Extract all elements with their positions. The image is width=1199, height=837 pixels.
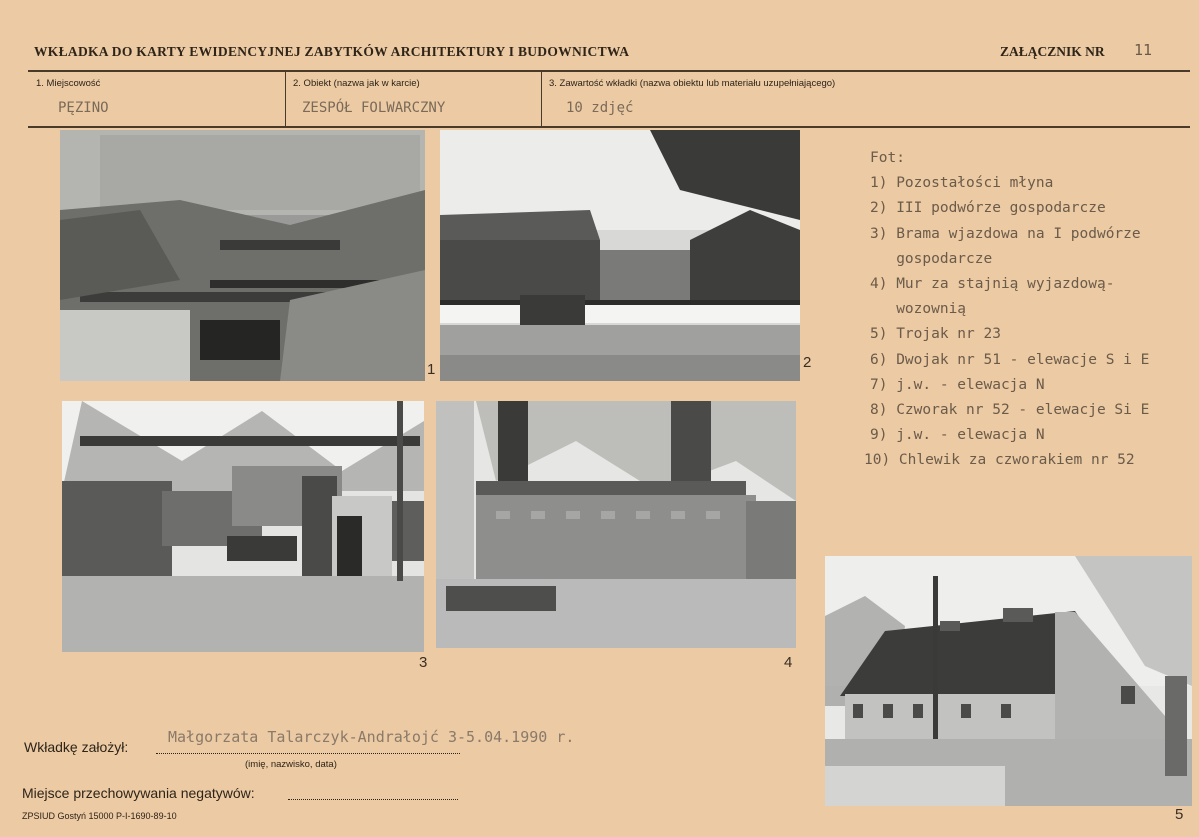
photo-farm-gate [440,130,800,381]
photo-caption-list [864,146,1149,474]
caption-line: gospodarcze [870,250,993,267]
negatives-line [288,799,458,800]
created-by-value: Małgorzata Talarczyk-Andrałojć 3-5.04.1990 r. [168,728,575,746]
caption-line: 4) Mur za stajnią wyjazdową- [870,276,1115,293]
created-by-hint: (imię, nazwisko, data) [245,759,337,770]
caption-heading: Fot: [870,150,905,166]
caption-line: 6) Dwojak nr 51 - elewacje S i E [870,351,1150,368]
photo-number-3: 3 [419,654,428,671]
content-label: 3. Zawartość wkładki (nazwa obiektu lub materiału uzupełniającego) [549,78,836,89]
printer-imprint: ZPSIUD Gostyń 15000 P-I-1690-89-10 [22,811,177,821]
card-title: WKŁADKA DO KARTY EWIDENCYJNEJ ZABYTKÓW ARCHITEKTURY I BUDOWNICTWA [34,44,630,59]
fields-rule [28,126,1190,128]
caption-line: wozownią [870,301,967,318]
photo-number-4: 4 [784,654,793,671]
field-divider [541,72,542,126]
photo-entrance-gate [62,401,424,652]
photo-number-5: 5 [1175,806,1184,823]
object-label: 2. Obiekt (nazwa jak w karcie) [293,78,420,89]
photo-mill-ruins [60,130,425,381]
locality-label: 1. Miejscowość [36,78,101,89]
header-rule [28,70,1190,72]
object-value: ZESPÓŁ FOLWARCZNY [302,100,446,116]
negatives-label: Miejsce przechowywania negatywów: [22,785,255,801]
caption-line: 9) j.w. - elewacja N [870,427,1045,444]
caption-line: 5) Trojak nr 23 [870,326,1001,343]
created-by-label: Wkładkę założył: [24,739,129,755]
caption-line: 7) j.w. - elewacja N [870,376,1045,393]
annex-number: 11 [1134,41,1153,59]
photo-trojak-house [825,556,1192,806]
caption-line: 1) Pozostałości młyna [870,175,1054,192]
caption-line: 2) III podwórze gospodarcze [870,200,1106,217]
locality-value: PĘZINO [58,100,109,116]
created-by-line [156,753,460,754]
photo-number-1: 1 [427,361,436,378]
photo-number-2: 2 [803,354,812,371]
caption-line: 8) Czworak nr 52 - elewacje Si E [870,402,1150,419]
photo-brick-wall [436,401,796,648]
annex-label: ZAŁĄCZNIK NR [1000,44,1105,59]
field-divider [285,72,286,126]
caption-line: 10) Chlewik za czworakiem nr 52 [864,452,1135,469]
caption-line: 3) Brama wjazdowa na I podwórze [870,225,1141,242]
content-value: 10 zdjęć [566,100,634,116]
